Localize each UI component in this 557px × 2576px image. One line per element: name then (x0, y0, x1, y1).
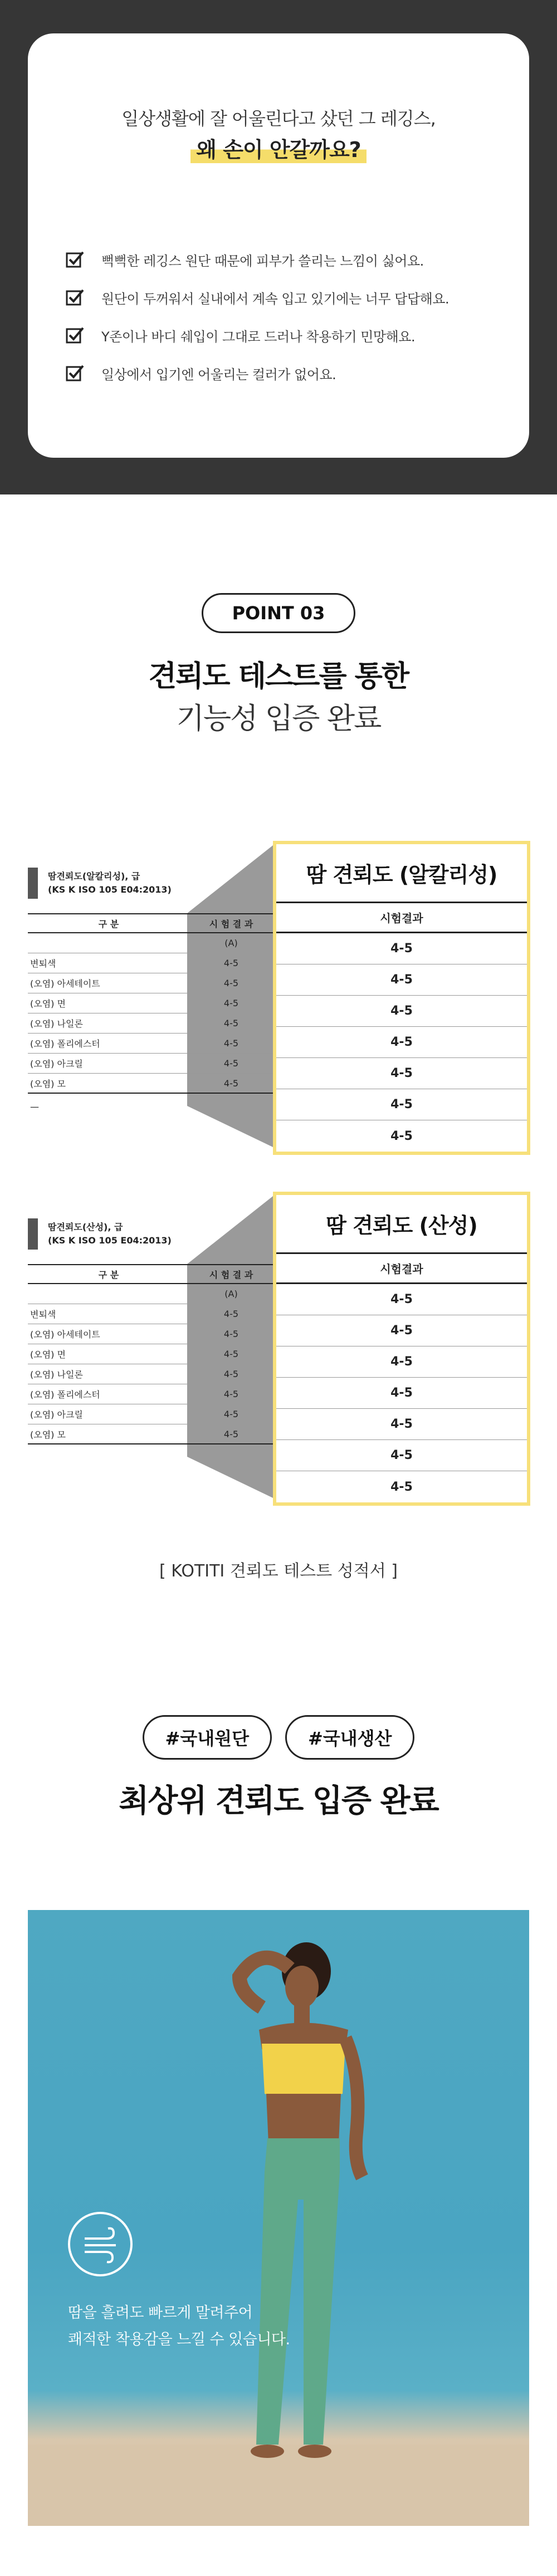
checkbox-checked-icon (66, 250, 85, 269)
test-report-alkaline (0, 835, 557, 1181)
callout-value: 4-5 (276, 964, 527, 996)
wind-icon (67, 2211, 134, 2278)
question-card (28, 33, 529, 458)
report-doc-title: 땀견뢰도(산성), 급 (48, 1222, 123, 1232)
table-row: (오염) 폴리에스터 4-5 (28, 1034, 273, 1054)
callout-column-header: 시험결과 (276, 903, 527, 933)
checkbox-checked-icon (66, 288, 85, 307)
question-line-2-highlight: 왜 손이 안갈까요? (190, 133, 366, 163)
table-row: (오염) 아크릴 4-5 (28, 1404, 273, 1424)
table-row: (오염) 아세테이트 4-5 (28, 973, 273, 993)
table-row: (오염) 아세테이트 4-5 (28, 1324, 273, 1344)
checklist-item: Y존이나 바디 쉐입이 그대로 드러나 착용하기 민망해요. (66, 316, 449, 354)
table-row: (오염) 폴리에스터 4-5 (28, 1384, 273, 1404)
table-row: (오염) 면 4-5 (28, 1344, 273, 1364)
table-row: (오염) 나일론 4-5 (28, 1364, 273, 1384)
section-title: 견뢰도 테스트를 통한 (148, 660, 409, 693)
report-document-table (28, 913, 273, 1112)
table-header: 구 분 시 험 결 과 (28, 1264, 273, 1284)
checklist-item: 일상에서 입기엔 어울리는 컬러가 없어요. (66, 354, 449, 392)
callout-value: 4-5 (276, 996, 527, 1027)
report-document-header (28, 868, 172, 899)
callout-value: 4-5 (276, 1440, 527, 1471)
report-document-header (28, 1218, 172, 1250)
callout-value: 4-5 (276, 1089, 527, 1120)
checkbox-checked-icon (66, 326, 85, 345)
callout-value: 4-5 (276, 1027, 527, 1058)
result-callout-acidic (273, 1192, 530, 1506)
callout-value: 4-5 (276, 933, 527, 964)
checkbox-checked-icon (66, 364, 85, 383)
table-header: 구 분 시 험 결 과 (28, 913, 273, 933)
table-row: (A) (28, 933, 273, 953)
section-subtitle: 기능성 입증 완료 (176, 702, 381, 736)
closing-title: 최상위 견뢰도 입증 완료 (119, 1783, 438, 1819)
table-row: (오염) 면 4-5 (28, 993, 273, 1013)
table-row: (A) (28, 1284, 273, 1304)
report-doc-title: 땀견뢰도(알칼리성), 급 (48, 871, 140, 881)
test-report-acidic (0, 1186, 557, 1531)
report-caption: [ KOTITI 견뢰도 테스트 성적서 ] (159, 1561, 398, 1581)
callout-value: 4-5 (276, 1409, 527, 1440)
checklist-item: 뻑뻑한 레깅스 원단 때문에 피부가 쓸리는 느낌이 싫어요. (66, 241, 449, 278)
tag-list (0, 1715, 557, 1760)
table-row: 변퇴색 4-5 (28, 1304, 273, 1324)
callout-value: 4-5 (276, 1346, 527, 1378)
tag-domestic-fabric: #국내원단 (143, 1715, 272, 1760)
report-doc-standard: (KS K ISO 105 E04:2013) (48, 1235, 172, 1246)
report-document-table (28, 1264, 273, 1444)
result-callout-alkaline (273, 841, 530, 1155)
table-footnote: — (30, 1101, 39, 1112)
callout-value: 4-5 (276, 1058, 527, 1089)
checklist (66, 241, 449, 392)
table-row: (오염) 모 4-5 (28, 1424, 273, 1444)
callout-value: 4-5 (276, 1284, 527, 1315)
checklist-item: 원단이 두꺼워서 실내에서 계속 입고 있기에는 너무 답답해요. (66, 278, 449, 316)
callout-title: 땀 견뢰도 (알칼리성) (276, 844, 527, 903)
photo-description: 땀을 흘려도 빠르게 말려주어 쾌적한 착용감을 느낄 수 있습니다. (68, 2304, 290, 2348)
callout-value: 4-5 (276, 1378, 527, 1409)
callout-value: 4-5 (276, 1315, 527, 1346)
report-doc-standard: (KS K ISO 105 E04:2013) (48, 884, 172, 895)
callout-title: 땀 견뢰도 (산성) (276, 1195, 527, 1254)
table-row: (오염) 모 4-5 (28, 1074, 273, 1094)
tag-domestic-production: #국내생산 (285, 1715, 414, 1760)
callout-column-header: 시험결과 (276, 1254, 527, 1284)
table-row: 변퇴색 4-5 (28, 953, 273, 973)
callout-value: 4-5 (390, 1480, 413, 1494)
intro-section (0, 0, 557, 494)
table-row: (오염) 아크릴 4-5 (28, 1054, 273, 1074)
table-row: (오염) 나일론 4-5 (28, 1013, 273, 1034)
point-badge: POINT 03 (202, 593, 356, 633)
product-photo (28, 1910, 529, 2526)
callout-value: 4-5 (390, 1129, 413, 1143)
question-line-1: 일상생활에 잘 어울린다고 샀던 그 레깅스, (121, 108, 436, 129)
